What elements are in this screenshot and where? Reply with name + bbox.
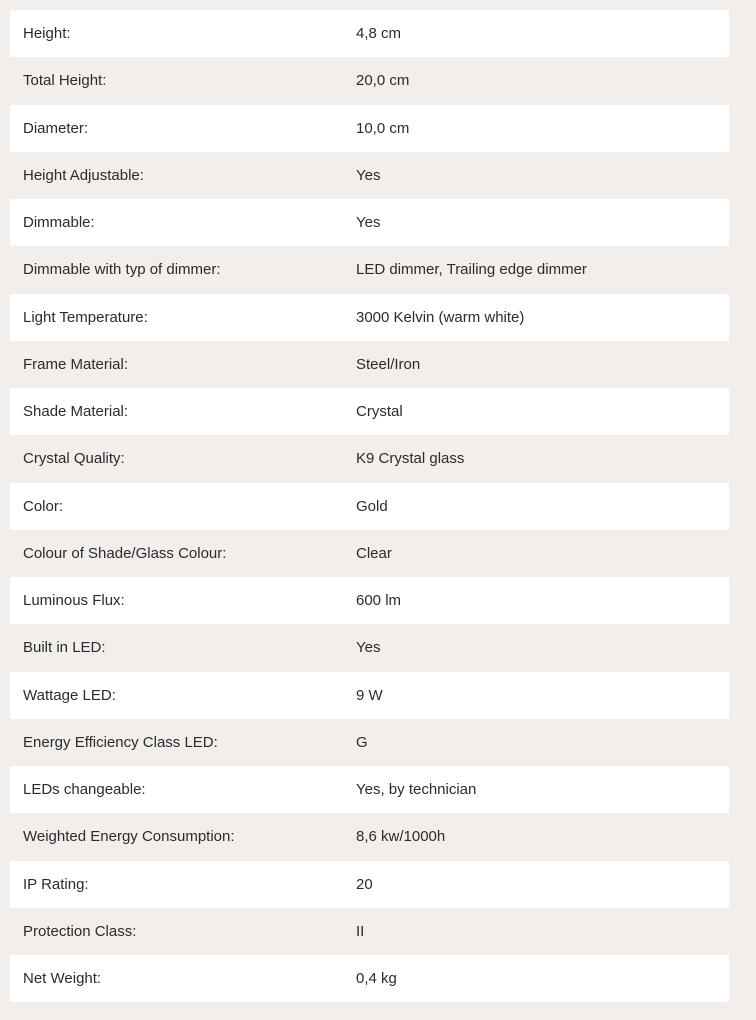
spec-row: [10, 199, 729, 246]
spec-value: 10,0 cm: [356, 119, 410, 137]
spec-value: Yes: [356, 214, 381, 232]
spec-row: [10, 813, 729, 860]
spec-row: [10, 105, 729, 152]
spec-row: [10, 483, 729, 530]
spec-value: LED dimmer, Trailing edge dimmer: [356, 261, 587, 279]
spec-row: [10, 435, 729, 482]
spec-label: Built in LED:: [23, 639, 106, 657]
spec-row: [10, 57, 729, 104]
spec-label: IP Rating:: [23, 875, 89, 893]
spec-label: Frame Material:: [23, 355, 129, 373]
spec-label: Shade Material:: [23, 403, 129, 421]
spec-row: [10, 341, 729, 388]
spec-label: Wattage LED:: [23, 686, 116, 704]
spec-row: [10, 672, 729, 719]
spec-row: [10, 294, 729, 341]
spec-value: II: [356, 922, 365, 940]
spec-label: Dimmable:: [23, 214, 95, 232]
spec-value: 3000 Kelvin (warm white): [356, 308, 525, 326]
spec-value: 9 W: [356, 686, 383, 704]
spec-value: 600 lm: [356, 592, 402, 610]
spec-value: 4,8 cm: [356, 25, 402, 43]
spec-row: [10, 719, 729, 766]
spec-label: Protection Class:: [23, 922, 137, 940]
spec-value: Crystal: [356, 403, 403, 421]
spec-row: [10, 530, 729, 577]
spec-value: K9 Crystal glass: [356, 450, 465, 468]
spec-label: Luminous Flux:: [23, 592, 125, 610]
spec-label: LEDs changeable:: [23, 781, 146, 799]
spec-row: [10, 577, 729, 624]
spec-value: Clear: [356, 544, 392, 562]
spec-value: Yes: [356, 166, 381, 184]
spec-label: Color:: [23, 497, 64, 515]
spec-row: [10, 861, 729, 908]
spec-value: G: [356, 733, 368, 751]
spec-label: Light Temperature:: [23, 308, 148, 326]
spec-row: [10, 388, 729, 435]
spec-value: Yes: [356, 639, 381, 657]
spec-value: 20: [356, 875, 373, 893]
spec-value: 20,0 cm: [356, 72, 410, 90]
specifications-table: [10, 10, 729, 1002]
spec-label: Energy Efficiency Class LED:: [23, 733, 218, 751]
spec-label: Total Height:: [23, 72, 107, 90]
spec-label: Height:: [23, 25, 71, 43]
spec-value: Gold: [356, 497, 388, 515]
spec-row: [10, 10, 729, 57]
spec-label: Crystal Quality:: [23, 450, 125, 468]
spec-row: [10, 766, 729, 813]
spec-row: [10, 955, 729, 1002]
spec-label: Net Weight:: [23, 970, 102, 988]
spec-row: [10, 908, 729, 955]
spec-label: Height Adjustable:: [23, 166, 144, 184]
spec-label: Dimmable with typ of dimmer:: [23, 261, 221, 279]
spec-row: [10, 246, 729, 293]
spec-value: Steel/Iron: [356, 355, 421, 373]
spec-value: 8,6 kw/1000h: [356, 828, 446, 846]
spec-value: Yes, by technician: [356, 781, 477, 799]
spec-label: Diameter:: [23, 119, 89, 137]
spec-value: 0,4 kg: [356, 970, 397, 988]
spec-label: Colour of Shade/Glass Colour:: [23, 544, 227, 562]
spec-row: [10, 152, 729, 199]
spec-label: Weighted Energy Consumption:: [23, 828, 235, 846]
spec-row: [10, 624, 729, 671]
